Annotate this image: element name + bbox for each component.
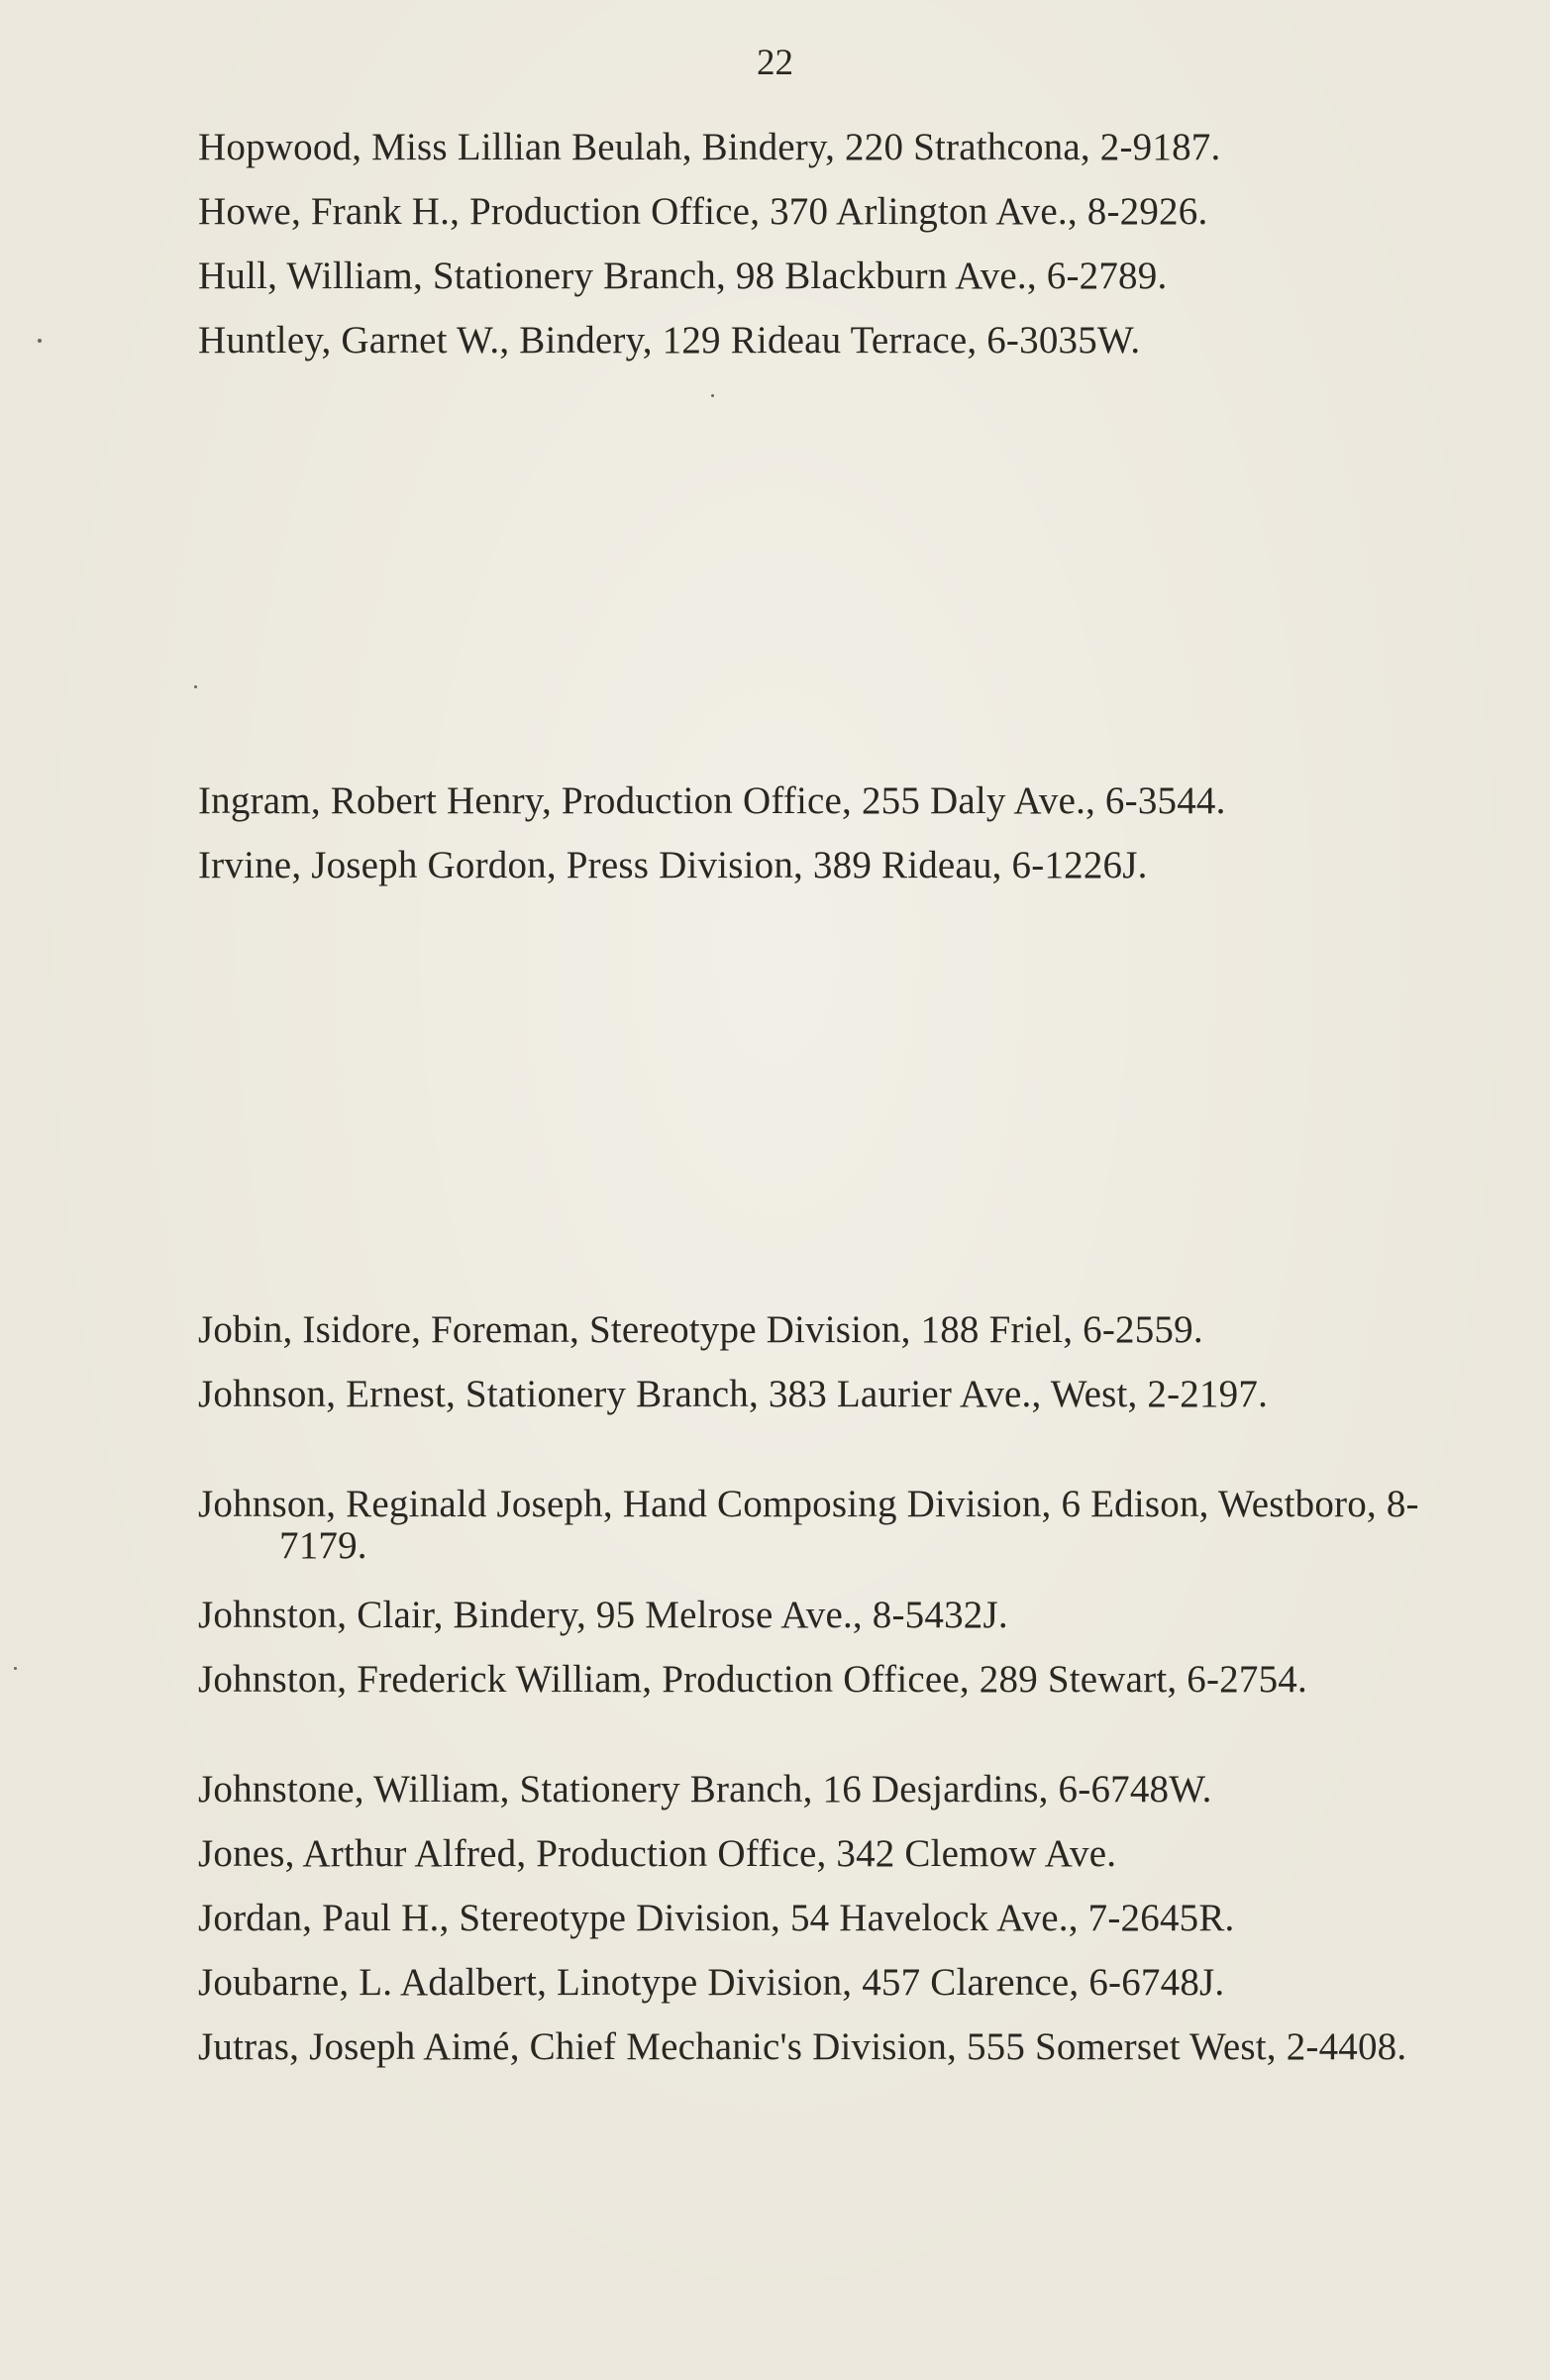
page-number: 22 — [757, 43, 793, 83]
directory-entry: Jones, Arthur Alfred, Production Office, 342 Clemow Ave. — [198, 1832, 1117, 1875]
paper-speck — [14, 1667, 17, 1670]
directory-entry: Johnstone, William, Stationery Branch, 16 Desjardins, 6-6748W. — [198, 1768, 1212, 1811]
paper-speck — [194, 685, 197, 688]
directory-entry: Johnston, Clair, Bindery, 95 Melrose Ave., 8-5432J. — [198, 1594, 1008, 1636]
directory-entry: Jordan, Paul H., Stereotype Division, 54 Havelock Ave., 7-2645R. — [198, 1897, 1235, 1939]
directory-entry: Jobin, Isidore, Foreman, Stereotype Division, 188 Friel, 6-2559. — [198, 1308, 1203, 1351]
paper-speck — [711, 394, 714, 397]
directory-entry: Johnson, Ernest, Stationery Branch, 383 Laurier Ave., West, 2-2197. — [198, 1373, 1269, 1415]
directory-entry: Jutras, Joseph Aimé, Chief Mechanic's Division, 555 Somerset West, 2-4408. — [198, 2025, 1407, 2068]
directory-entry: Johnston, Frederick William, Production Officee, 289 Stewart, 6-2754. — [198, 1658, 1307, 1701]
directory-entry: Hull, William, Stationery Branch, 98 Blackburn Ave., 6-2789. — [198, 255, 1168, 297]
directory-entry: Hopwood, Miss Lillian Beulah, Bindery, 220 Strathcona, 2-9187. — [198, 126, 1221, 168]
paper-speck — [38, 339, 42, 343]
directory-entry: Johnson, Reginald Joseph, Hand Composing Division, 6 Edison, Westboro, 8-7179. — [198, 1483, 1419, 1567]
directory-entry: Irvine, Joseph Gordon, Press Division, 389 Rideau, 6-1226J. — [198, 844, 1148, 886]
directory-entry: Joubarne, L. Adalbert, Linotype Division, 457 Clarence, 6-6748J. — [198, 1961, 1225, 2004]
directory-entry: Ingram, Robert Henry, Production Office, 255 Daly Ave., 6-3544. — [198, 779, 1226, 822]
directory-entry: Huntley, Garnet W., Bindery, 129 Rideau Terrace, 6-3035W. — [198, 319, 1141, 362]
directory-entry: Howe, Frank H., Production Office, 370 Arlington Ave., 8-2926. — [198, 190, 1208, 233]
